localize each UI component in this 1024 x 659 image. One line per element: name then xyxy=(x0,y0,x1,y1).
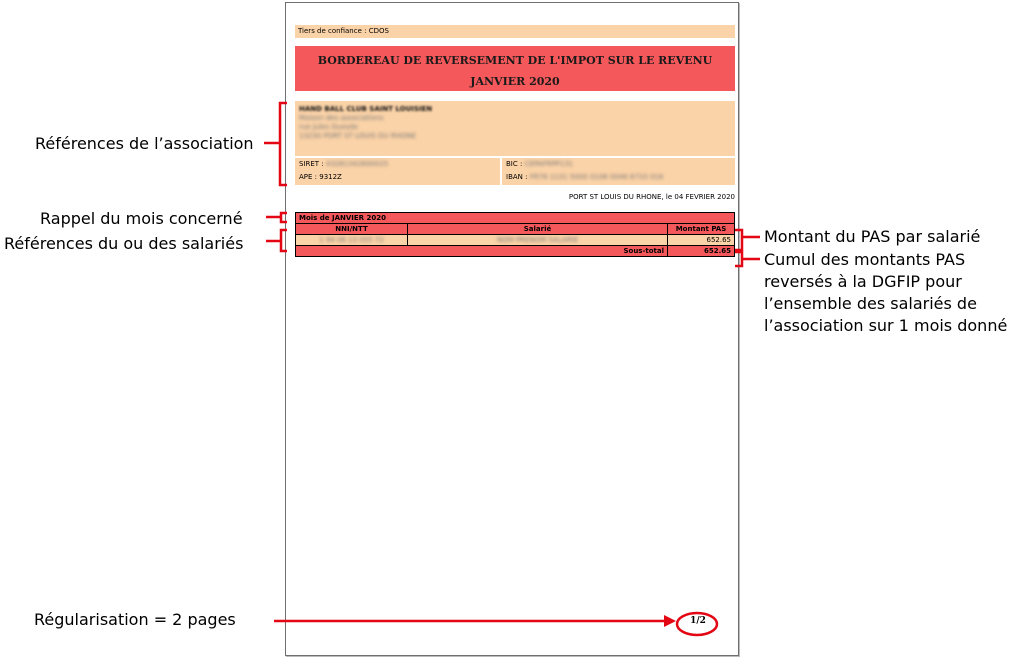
association-address-line: rue Jules Guesde xyxy=(299,123,359,131)
place-date: PORT ST LOUIS DU RHONE, le 04 FEVRIER 2020 xyxy=(568,193,735,201)
page-number: 1/2 xyxy=(690,616,706,626)
row-nni: 1 94 06 13 055 72 xyxy=(319,235,384,244)
document-title: BORDEREAU DE REVERSEMENT DE L'IMPOT SUR LE REVENU xyxy=(317,54,713,67)
callout-cumul-line3: l’ensemble des salariés de xyxy=(764,294,977,313)
association-address-line: 13230 PORT ST LOUIS DU RHONE xyxy=(299,132,417,140)
callout-cumul-line1: Cumul des montants PAS xyxy=(764,250,966,269)
bic-label: BIC : xyxy=(506,160,523,168)
row-salarie: NOM PRENOM SALARIE xyxy=(496,235,579,244)
subtotal-label: Sous-total xyxy=(408,246,668,257)
column-header-salarie: Salarié xyxy=(408,224,668,235)
document-page xyxy=(285,2,739,656)
callout-regularisation: Régularisation = 2 pages xyxy=(34,610,236,629)
column-header-montant: Montant PAS xyxy=(668,224,735,235)
callout-month-reminder: Rappel du mois concerné xyxy=(40,209,243,228)
row-montant: 652.65 xyxy=(668,235,735,246)
siret-label: SIRET : xyxy=(299,160,324,168)
siret-value: 43281342600025 xyxy=(325,160,389,168)
document-title-box xyxy=(295,46,735,91)
callout-pas-per-employee: Montant du PAS par salarié xyxy=(764,227,981,246)
table-row xyxy=(296,235,735,246)
iban-value: FR76 1131 5000 0108 0046 6733 016 xyxy=(529,173,664,181)
bic-iban-box xyxy=(502,158,735,185)
association-name: HAND BALL CLUB SAINT LOUISIEN xyxy=(299,105,433,113)
bic-value: CEPAFRPP131 xyxy=(524,160,574,168)
association-address-line: Maison des associations xyxy=(299,114,384,122)
column-header-nni: NNI/NTT xyxy=(296,224,408,235)
callout-association-refs: Références de l’association xyxy=(35,134,254,153)
callout-cumul-line4: l’association sur 1 mois donné xyxy=(764,316,1008,335)
pas-table xyxy=(295,212,735,257)
month-header: Mois de JANVIER 2020 xyxy=(296,213,735,224)
subtotal-value: 652.65 xyxy=(668,246,735,257)
siret-ape-box xyxy=(295,158,500,185)
callout-employee-refs: Références du ou des salariés xyxy=(4,234,244,253)
iban-label: IBAN : xyxy=(506,173,528,181)
callout-cumul-line2: reversés à la DGFIP pour xyxy=(764,272,962,291)
association-address-box xyxy=(295,101,735,156)
trusted-third-bar: Tiers de confiance : CDOS xyxy=(295,25,735,38)
pas-table-wrapper xyxy=(295,212,735,257)
document-title-month: JANVIER 2020 xyxy=(470,75,560,88)
ape-label: APE : 9312Z xyxy=(299,173,342,181)
